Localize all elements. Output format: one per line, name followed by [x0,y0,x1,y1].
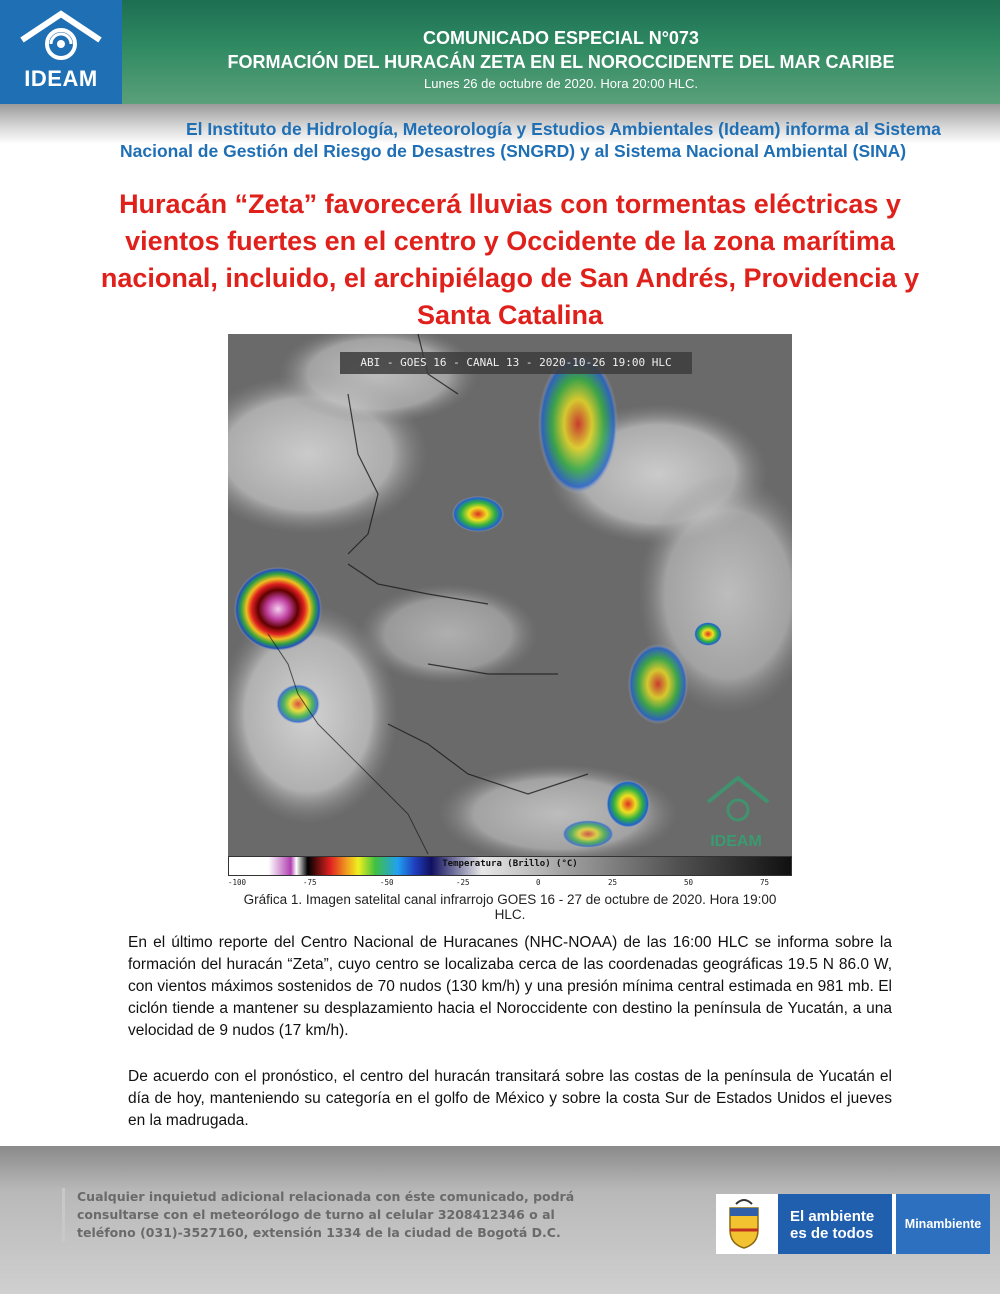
bulletin-number: COMUNICADO ESPECIAL N°073 [423,28,699,48]
satellite-image [228,334,792,856]
contact-info: Cualquier inquietud adicional relacionada con éste comunicado, podrá consultarse con el meteorólogo de turno al celular 3208412346 o al teléfono (031)-3527160, extensión 1334 de la ciudad de Bogotá D.C. [62,1188,577,1242]
temperature-scale-label: Temperatura (Brillo) (°C) [442,859,578,869]
colombia-shield-icon [716,1194,772,1254]
headline: Huracán “Zeta” favorecerá lluvias con tormentas eléctricas y vientos fuertes en el centro y Occidente de la zona marítima nacional, incluido, el archipiélago de San Andrés, Providencia y Santa Catalina [100,189,920,330]
satellite-label: ABI - GOES 16 - CANAL 13 - 2020-10-26 19:00 HLC [340,352,692,374]
ambiente-logo [778,1194,892,1254]
ideam-logo-icon [18,10,104,66]
scale-tick: -100 [228,878,247,887]
scale-ticks [228,878,792,890]
scale-tick: -25 [456,878,470,887]
scale-tick: -75 [303,878,317,887]
header-banner [0,0,1000,104]
scale-tick: 50 [684,878,694,887]
ideam-watermark: IDEAM [710,833,762,850]
intro-text [120,118,950,162]
scale-tick: -50 [380,878,394,887]
scale-tick: 75 [760,878,770,887]
ambiente-line-1: El ambiente [790,1208,875,1225]
logo-text: IDEAM [24,66,98,91]
bulletin-title: FORMACIÓN DEL HURACÁN ZETA EN EL NOROCCIDENTE DEL MAR CARIBE [227,52,895,72]
body-paragraph-1: En el último reporte del Centro Nacional de Huracanes (NHC-NOAA) de las 16:00 HLC se informa sobre la formación del huracán “Zeta”, cuyo centro se localizaba cerca de las coordenadas geográficas 19.5 N 86.0 W, con vientos máximos sostenidos de 70 nudos (130 km/h) y una presión mínima central estimada en 981 mb. El ciclón tiende a mantener su desplazamiento hacia el Noroccidente con destino la península de Yucatán, a una velocidad de 9 nudos (17 km/h). [128,934,892,1039]
temperature-scale [228,856,792,876]
body-paragraph-2: De acuerdo con el pronóstico, el centro del huracán transitará sobre las costas de la península de Yucatán el día de hoy, manteniendo su categoría en el golfo de México y sobre la costa Sur de Estados Unidos el jueves en la madrugada. [128,1068,892,1129]
figure-caption: Gráfica 1. Imagen satelital canal infrarrojo GOES 16 - 27 de octubre de 2020. Hora 19:00 HLC. [243,892,777,922]
ambiente-line-2: es de todos [790,1225,874,1242]
minambiente-logo: Minambiente [896,1194,990,1254]
scale-tick: 25 [608,878,618,887]
intro-line-2: Nacional de Gestión del Riesgo de Desastres (SNGRD) y al Sistema Nacional Ambiental (SINA) [120,141,907,161]
intro-line-1: El Instituto de Hidrología, Meteorología y Estudios Ambientales (Ideam) informa al Sistema [186,119,941,139]
satellite-picture [228,334,792,856]
government-logos [716,1194,990,1254]
ideam-logo [0,0,122,104]
scale-tick: 0 [536,878,541,887]
bulletin-date: Lunes 26 de octubre de 2020. Hora 20:00 HLC. [424,76,698,91]
